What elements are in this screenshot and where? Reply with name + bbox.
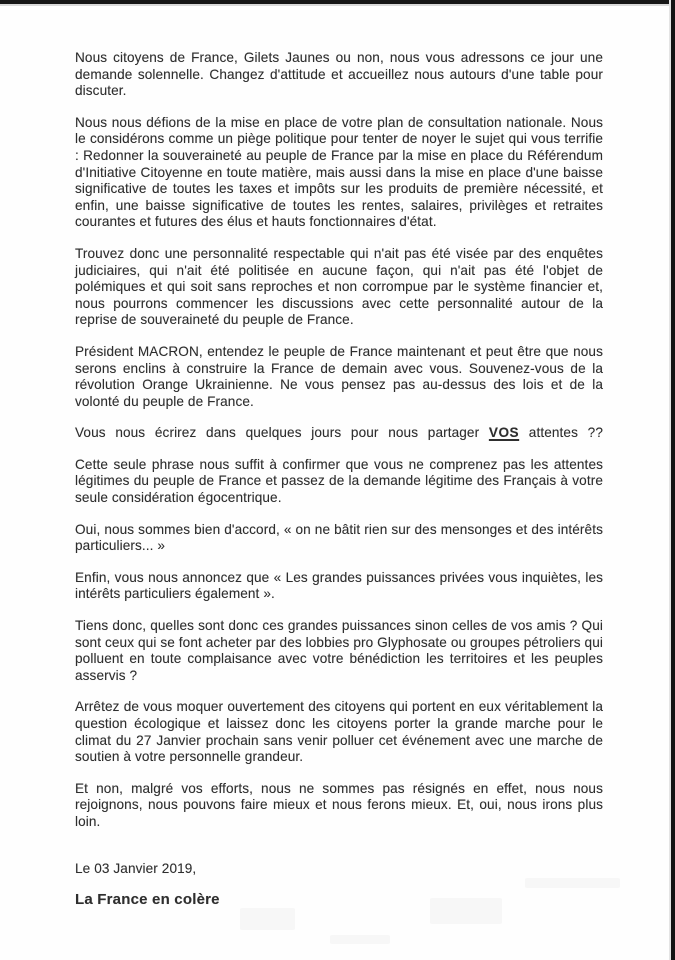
letter-paragraph-lobbies: Tiens donc, quelles sont donc ces grandes puissances sinon celles de vos amis ? Qui sont ceux qui se font acheter par des lobbies pro Glyphosate ou groupes pétroliers qui polluent en toute complaisance avec votre bénédiction les territoires et les peuples asservis ? bbox=[75, 618, 603, 683]
letter-body bbox=[75, 50, 603, 924]
vos-question-suffix: attentes ?? bbox=[519, 425, 603, 441]
letter-date: Le 03 Janvier 2019, bbox=[75, 860, 197, 876]
scanner-right-edge bbox=[671, 0, 675, 960]
letter-paragraph-resignes: Et non, malgré vos efforts, nous ne sommes pas résignés en effet, nous nous rejoignons, nous pouvons faire mieux et nous ferons mieux. Et, oui, nous irons plus loin. bbox=[75, 780, 603, 829]
scanner-top-edge bbox=[0, 0, 675, 6]
letter-paragraph-opening: Nous citoyens de France, Gilets Jaunes ou non, nous vous adressons ce jour une demande solennelle. Changez d'attitude et accueillez nous autours d'une table pour discuter. bbox=[75, 50, 603, 99]
scan-artifact bbox=[330, 935, 390, 944]
letter-paragraph-vos-question bbox=[75, 425, 603, 442]
letter-signature: La France en colère bbox=[75, 891, 220, 909]
letter-paragraph-consultation: Nous nous défions de la mise en place de votre plan de consultation nationale. Nous le considérons comme un piège politique pour tenter de noyer le sujet qui vous terrifie : Redonner la souveraineté au peuple de France par la mise en place du Référendum d'Initiative Citoyenne en toute matière, mais aussi dans la mise en place d'une baisse significative de toutes les taxes et impôts sur les produits de première nécessité, et enfin, une baisse significative de toutes les rentes, salaires, privilèges et retraites courantes et futures des élus et hauts fonctionnaires d'état. bbox=[75, 114, 603, 230]
letter-paragraph-personnalite: Trouvez donc une personnalité respectable qui n'ait pas été visée par des enquêtes judiciaires, qui n'ait été politisée en aucune façon, qui n'ait pas été l'objet de polémiques et qui soit sans reproches et non corrompue par le système financier et, nous pourrons commencer les discussions avec cette personnalité autour de la reprise de souveraineté du peuple de France. bbox=[75, 245, 603, 328]
letter-paragraph-climat: Arrêtez de vous moquer ouvertement des citoyens qui portent en eux véritablement la question écologique et laissez donc les citoyens porter la grande marche pour le climat du 27 Janvier prochain sans venir polluer cet événement avec une marche de soutien à votre personnelle grandeur. bbox=[75, 699, 603, 765]
letter-paragraph-puissances: Enfin, vous nous annoncez que « Les grandes puissances privées vous inquiètes, les intérêts particuliers également ». bbox=[75, 569, 603, 602]
vos-question-prefix: Vous nous écrirez dans quelques jours pour nous partager bbox=[75, 425, 489, 441]
letter-paragraph-mensonges: Oui, nous sommes bien d'accord, « on ne bâtit rien sur des mensonges et des intérêts particuliers... » bbox=[75, 521, 603, 554]
letter-paragraph-egocentrique: Cette seule phrase nous suffit à confirmer que vous ne comprenez pas les attentes légitimes du peuple de France et passez de la demande légitime des Français à votre seule considération égocentrique. bbox=[75, 456, 603, 506]
letter-paragraph-macron: Président MACRON, entendez le peuple de France maintenant et peut être que nous serons enclins à construire la France de demain avec vous. Souvenez-vous de la révolution Orange Ukrainienne. Ne vous pensez pas au-dessus des lois et de la volonté du peuple de France. bbox=[75, 343, 603, 409]
vos-emphasis-text: VOS bbox=[488, 425, 520, 441]
